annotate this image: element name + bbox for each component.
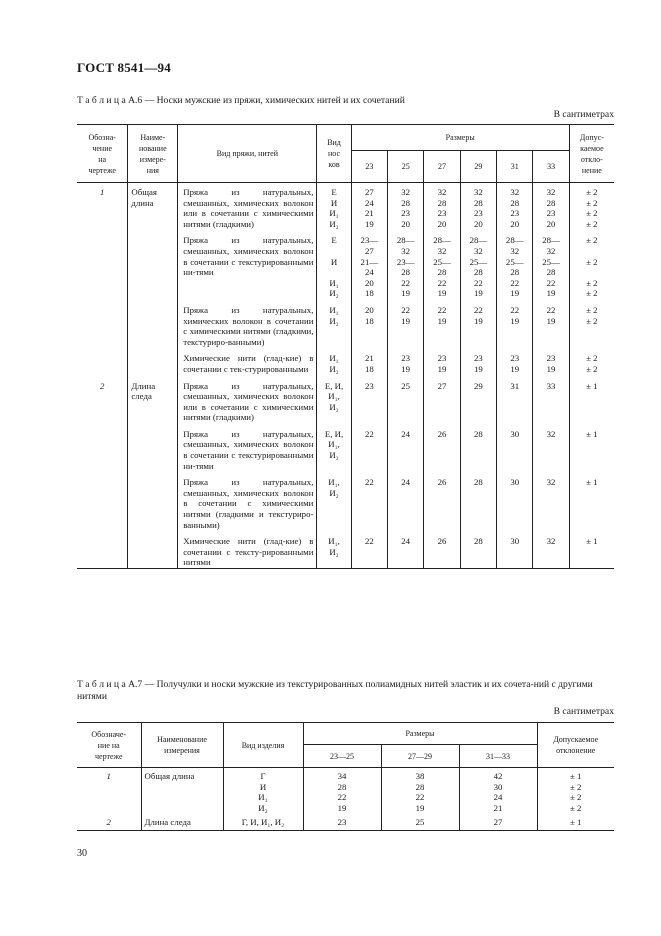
- table-a6-unit: В сантиметрах: [553, 109, 614, 120]
- designation-cell: 1: [77, 768, 141, 814]
- size-value-cell: 28— 32 25— 28 22 19: [497, 229, 533, 299]
- grade-cell: Е И И₁ И₂: [317, 229, 351, 299]
- page-number: 30: [77, 848, 87, 859]
- size-value-cell: 31: [497, 375, 533, 423]
- tolerance-cell: ± 1: [569, 471, 614, 530]
- a7-size-col-header: 31—33: [459, 745, 537, 768]
- designation-cell: 1: [77, 183, 128, 230]
- yarn-type-cell: Пряжа из натуральных, смешанных, химических волокон в сочетании с химическими нитями (гладкими и текстуриро-ванными): [178, 471, 317, 530]
- size-value-cell: 22 19: [533, 299, 569, 347]
- grade-cell: Е, И, И₁, И₂: [317, 375, 351, 423]
- size-value-cell: 22 19: [497, 299, 533, 347]
- header-tolerance: Допус- каемое откло- нение: [569, 125, 614, 183]
- table-row: [77, 813, 614, 830]
- size-value-cell: 22: [351, 423, 387, 471]
- size-value-cell: 23 19: [460, 347, 496, 374]
- size-value-cell: 30: [497, 423, 533, 471]
- size-col-header: 33: [533, 151, 569, 183]
- table-row: [77, 347, 614, 374]
- size-value-cell: 28— 32 25— 28 22 19: [460, 229, 496, 299]
- measure-name-cell: [128, 299, 178, 347]
- tolerance-cell: ± 2 ± 2 ± 2 ± 2: [569, 183, 614, 230]
- size-value-cell: 24: [388, 530, 424, 568]
- designation-cell: [77, 471, 128, 530]
- table-row: [77, 471, 614, 530]
- tolerance-cell: ± 2 ± 2: [569, 299, 614, 347]
- item-type-cell: Г, И, И₁, И₂: [223, 813, 303, 830]
- measure-name-cell: [128, 423, 178, 471]
- size-value-cell: 28— 32 23— 28 22 19: [388, 229, 424, 299]
- size-col-header: 31: [497, 151, 533, 183]
- size-value-cell: 28— 32 25— 28 22 19: [533, 229, 569, 299]
- header-measure-name: Наиме- нование измере- ния: [128, 125, 178, 183]
- tolerance-cell: ± 1: [569, 423, 614, 471]
- measure-name-cell: [128, 471, 178, 530]
- size-col-header: 27: [424, 151, 460, 183]
- size-value-cell: 26: [424, 530, 460, 568]
- grade-cell: И₁ И₂: [317, 299, 351, 347]
- size-value-cell: 28: [460, 530, 496, 568]
- table-a7-caption: Т а б л и ц а А.7 — Получулки и носки мужские из текстурированных полиамидных нитей эластик и их сочета-ний с другими нитями: [77, 679, 593, 702]
- size-value-cell: 22 19: [388, 299, 424, 347]
- size-value-cell: 26: [424, 471, 460, 530]
- size-value-cell: 38 28 22 19: [381, 768, 459, 814]
- yarn-type-cell: Пряжа из натуральных, смешанных, химических волокон или в сочетании с химическими нитями (гладкими): [178, 375, 317, 423]
- size-value-cell: 29: [460, 375, 496, 423]
- a7-header-measure-name: Наименование измерения: [141, 723, 223, 768]
- a7-header-sizes: Размеры: [303, 723, 537, 745]
- tolerance-cell: ± 1: [569, 375, 614, 423]
- size-value-cell: 22: [351, 530, 387, 568]
- size-value-cell: 27 24 21 19: [351, 183, 387, 230]
- yarn-type-cell: Пряжа из натуральных, смешанных, химических волокон в сочетании с текстурированными ни-тями: [178, 229, 317, 299]
- size-value-cell: 23— 27 21— 24 20 18: [351, 229, 387, 299]
- a7-size-col-header: 23—25: [303, 745, 381, 768]
- item-type-cell: Г И И₁ И₂: [223, 768, 303, 814]
- size-value-cell: 32 28 23 20: [497, 183, 533, 230]
- yarn-type-cell: Пряжа из натуральных, смешанных, химических волокон в сочетании с текстурированными ни-тями: [178, 423, 317, 471]
- table-a6-caption: Т а б л и ц а А.6 — Носки мужские из пряжи, химических нитей и их сочетаний: [77, 95, 405, 106]
- size-value-cell: 22 19: [460, 299, 496, 347]
- size-value-cell: 21 18: [351, 347, 387, 374]
- grade-cell: И₁, И₂: [317, 530, 351, 568]
- tolerance-cell: ± 1: [569, 530, 614, 568]
- grade-cell: Е И И₁ И₂: [317, 183, 351, 230]
- size-col-header: 25: [388, 151, 424, 183]
- header-yarn-type: Вид пряжи, нитей: [178, 125, 317, 183]
- size-value-cell: 25: [388, 375, 424, 423]
- yarn-type-cell: Пряжа из натуральных, смешанных, химических волокон или в сочетании с химическими нитями (гладкими): [178, 183, 317, 230]
- size-value-cell: 24: [388, 471, 424, 530]
- document-header: ГОСТ 8541—94: [77, 60, 171, 75]
- grade-cell: И₁, И₂: [317, 471, 351, 530]
- size-value-cell: 34 28 22 19: [303, 768, 381, 814]
- designation-cell: [77, 229, 128, 299]
- designation-cell: [77, 530, 128, 568]
- designation-cell: 2: [77, 813, 141, 830]
- table-a7-unit: В сантиметрах: [553, 706, 614, 717]
- table-row: [77, 530, 614, 568]
- a7-size-col-header: 27—29: [381, 745, 459, 768]
- header-sizes: Размеры: [351, 125, 569, 151]
- a7-header-item-type: Вид изделия: [223, 723, 303, 768]
- tolerance-cell: ± 1: [537, 813, 614, 830]
- size-value-cell: 28: [460, 423, 496, 471]
- a7-header-designation: Обозначе- ние на чертеже: [77, 723, 141, 768]
- measure-name-cell: Общая длина: [128, 183, 178, 230]
- designation-cell: [77, 423, 128, 471]
- size-value-cell: 23: [303, 813, 381, 830]
- size-value-cell: 32 28 23 20: [533, 183, 569, 230]
- designation-cell: [77, 347, 128, 374]
- size-value-cell: 23 19: [497, 347, 533, 374]
- size-value-cell: 23: [351, 375, 387, 423]
- size-value-cell: 22: [351, 471, 387, 530]
- tolerance-cell: ± 2 ± 2 ± 2 ± 2: [569, 229, 614, 299]
- a7-header-tolerance: Допускаемое отклонение: [537, 723, 614, 768]
- measure-name-cell: [128, 347, 178, 374]
- size-value-cell: 32 28 23 20: [460, 183, 496, 230]
- size-value-cell: 30: [497, 530, 533, 568]
- yarn-type-cell: Химические нити (глад-кие) в сочетании с тексту-рированными нитями: [178, 530, 317, 568]
- measure-name-cell: [128, 229, 178, 299]
- yarn-type-cell: Химические нити (глад-кие) в сочетании с тек-стурированными: [178, 347, 317, 374]
- measure-name-cell: Общая длина: [141, 768, 223, 814]
- size-value-cell: 32: [533, 530, 569, 568]
- table-row: [77, 299, 614, 347]
- size-value-cell: 25: [381, 813, 459, 830]
- designation-cell: 2: [77, 375, 128, 423]
- size-value-cell: 23 19: [424, 347, 460, 374]
- size-value-cell: 23 19: [533, 347, 569, 374]
- measure-name-cell: Длина следа: [128, 375, 178, 423]
- grade-cell: И₁ И₂: [317, 347, 351, 374]
- table-a6: [77, 124, 614, 569]
- tolerance-cell: ± 1 ± 2 ± 2 ± 2: [537, 768, 614, 814]
- table-row: [77, 768, 614, 814]
- size-value-cell: 33: [533, 375, 569, 423]
- table-row: [77, 229, 614, 299]
- size-value-cell: 27: [424, 375, 460, 423]
- size-value-cell: 32: [533, 423, 569, 471]
- size-value-cell: 24: [388, 423, 424, 471]
- table-row: [77, 375, 614, 423]
- tolerance-cell: ± 2 ± 2: [569, 347, 614, 374]
- table-row: [77, 423, 614, 471]
- size-value-cell: 26: [424, 423, 460, 471]
- size-value-cell: 32: [533, 471, 569, 530]
- size-value-cell: 22 19: [424, 299, 460, 347]
- size-col-header: 23: [351, 151, 387, 183]
- size-value-cell: 28: [460, 471, 496, 530]
- size-value-cell: 23 19: [388, 347, 424, 374]
- grade-cell: Е, И, И₁, И₂: [317, 423, 351, 471]
- header-designation: Обозна- чение на чертеже: [77, 125, 128, 183]
- size-value-cell: 30: [497, 471, 533, 530]
- size-value-cell: 42 30 24 21: [459, 768, 537, 814]
- measure-name-cell: [128, 530, 178, 568]
- size-value-cell: 32 28 23 20: [388, 183, 424, 230]
- size-value-cell: 20 18: [351, 299, 387, 347]
- size-value-cell: 27: [459, 813, 537, 830]
- yarn-type-cell: Пряжа из натуральных, химических волокон в сочетании с химическими нитями (гладкими, текстуриро-ванными): [178, 299, 317, 347]
- measure-name-cell: Длина следа: [141, 813, 223, 830]
- size-value-cell: 32 28 23 20: [424, 183, 460, 230]
- table-row: [77, 183, 614, 230]
- table-a7: [77, 722, 614, 831]
- designation-cell: [77, 299, 128, 347]
- size-col-header: 29: [460, 151, 496, 183]
- header-grade: Вид нос ков: [317, 125, 351, 183]
- size-value-cell: 28— 32 25— 28 22 19: [424, 229, 460, 299]
